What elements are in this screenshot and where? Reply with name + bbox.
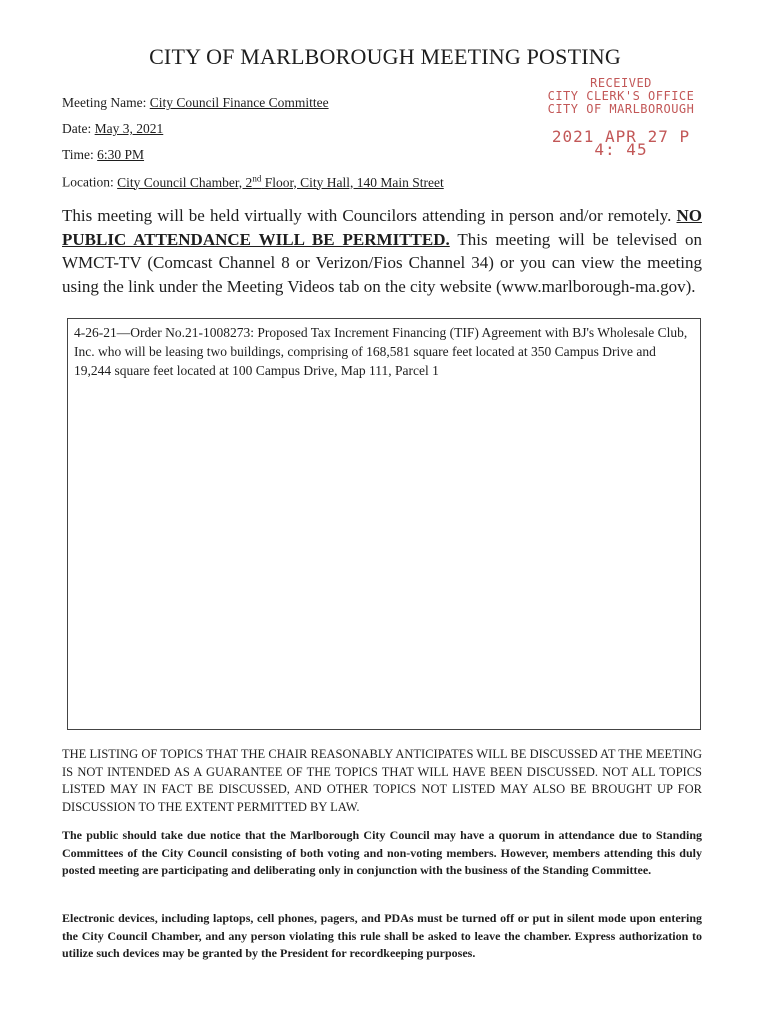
notice-details: This meeting will be televised on WMCT-TV (Comcast Channel 8 or Verizon/Fios Channel 34) or you can view the meeting using the link under the Meeting Videos tab on the city website (www.marlborough-ma.gov). bbox=[62, 229, 702, 296]
electronic-devices-notice: Electronic devices, including laptops, cell phones, pagers, and PDAs must be turned off or put in silent mode upon entering the City Council Chamber, and any person violating this rule shall be asked to leave the chamber. Express authorization to utilize such devices may be granted by the President for recordkeeping purposes. bbox=[62, 911, 702, 960]
meeting-date-value: May 3, 2021 bbox=[94, 121, 164, 136]
meeting-time-field bbox=[62, 147, 144, 163]
meeting-date-label: Date: bbox=[62, 121, 92, 136]
meeting-location-value: City Council Chamber, 2nd Floor, City Hall, 140 Main Street bbox=[117, 173, 444, 190]
page-title: CITY OF MARLBOROUGH MEETING POSTING bbox=[149, 44, 621, 69]
meeting-time-label: Time: bbox=[62, 147, 94, 162]
topics-disclaimer: THE LISTING OF TOPICS THAT THE CHAIR REASONABLY ANTICIPATES WILL BE DISCUSSED AT THE MEETING IS NOT INTENDED AS A GUARANTEE OF THE TOPICS THAT WILL HAVE BEEN DISCUSSED. NOT ALL TOPICS LISTED MAY IN FACT BE DISCUSSED, AND OTHER TOPICS NOT LISTED MAY ALSO BE BROUGHT UP FOR DISCUSSION TO THE EXTENT PERMITTED BY LAW. bbox=[62, 747, 702, 814]
meeting-date-field bbox=[62, 121, 163, 137]
meeting-name-field bbox=[62, 95, 329, 111]
stamp-line-received: RECEIVED bbox=[590, 76, 652, 90]
meeting-location-label: Location: bbox=[62, 174, 114, 190]
received-stamp bbox=[536, 76, 706, 159]
meeting-name-label: Meeting Name: bbox=[62, 95, 147, 110]
meeting-location-field bbox=[62, 173, 444, 191]
stamp-line-office: CITY CLERK'S OFFICE bbox=[547, 89, 695, 103]
topic-item: 4-26-21—Order No.21-1008273: Proposed Tax Increment Financing (TIF) Agreement with BJ's Wholesale Club, Inc. who will be leasing two buildings, comprising of 168,581 square feet located at 350 Campus Drive and 19,244 square feet located at 100 Campus Drive, Map 111, Parcel 1 bbox=[74, 325, 688, 378]
stamp-date: 2021 APR 27 P 4: 45 bbox=[551, 127, 691, 159]
quorum-notice: The public should take due notice that the Marlborough City Council may have a quorum in attendance due to Standing Committees of the City Council consisting of both voting and non-voting members. However, members attending this duly posted meeting are participating and deliberating only in conjunction with the business of the Standing Committee. bbox=[62, 828, 702, 877]
notice-intro: This meeting will be held virtually with Councilors attending in person and/or remotely. bbox=[62, 206, 672, 225]
topics-box bbox=[67, 318, 701, 730]
no-attendance-warning: NO PUBLIC ATTENDANCE WILL BE PERMITTED. bbox=[62, 206, 702, 249]
stamp-line-city: CITY OF MARLBOROUGH bbox=[547, 102, 695, 116]
virtual-meeting-notice bbox=[62, 204, 702, 298]
meeting-name-value: City Council Finance Committee bbox=[149, 95, 329, 110]
meeting-time-value: 6:30 PM bbox=[97, 147, 145, 162]
